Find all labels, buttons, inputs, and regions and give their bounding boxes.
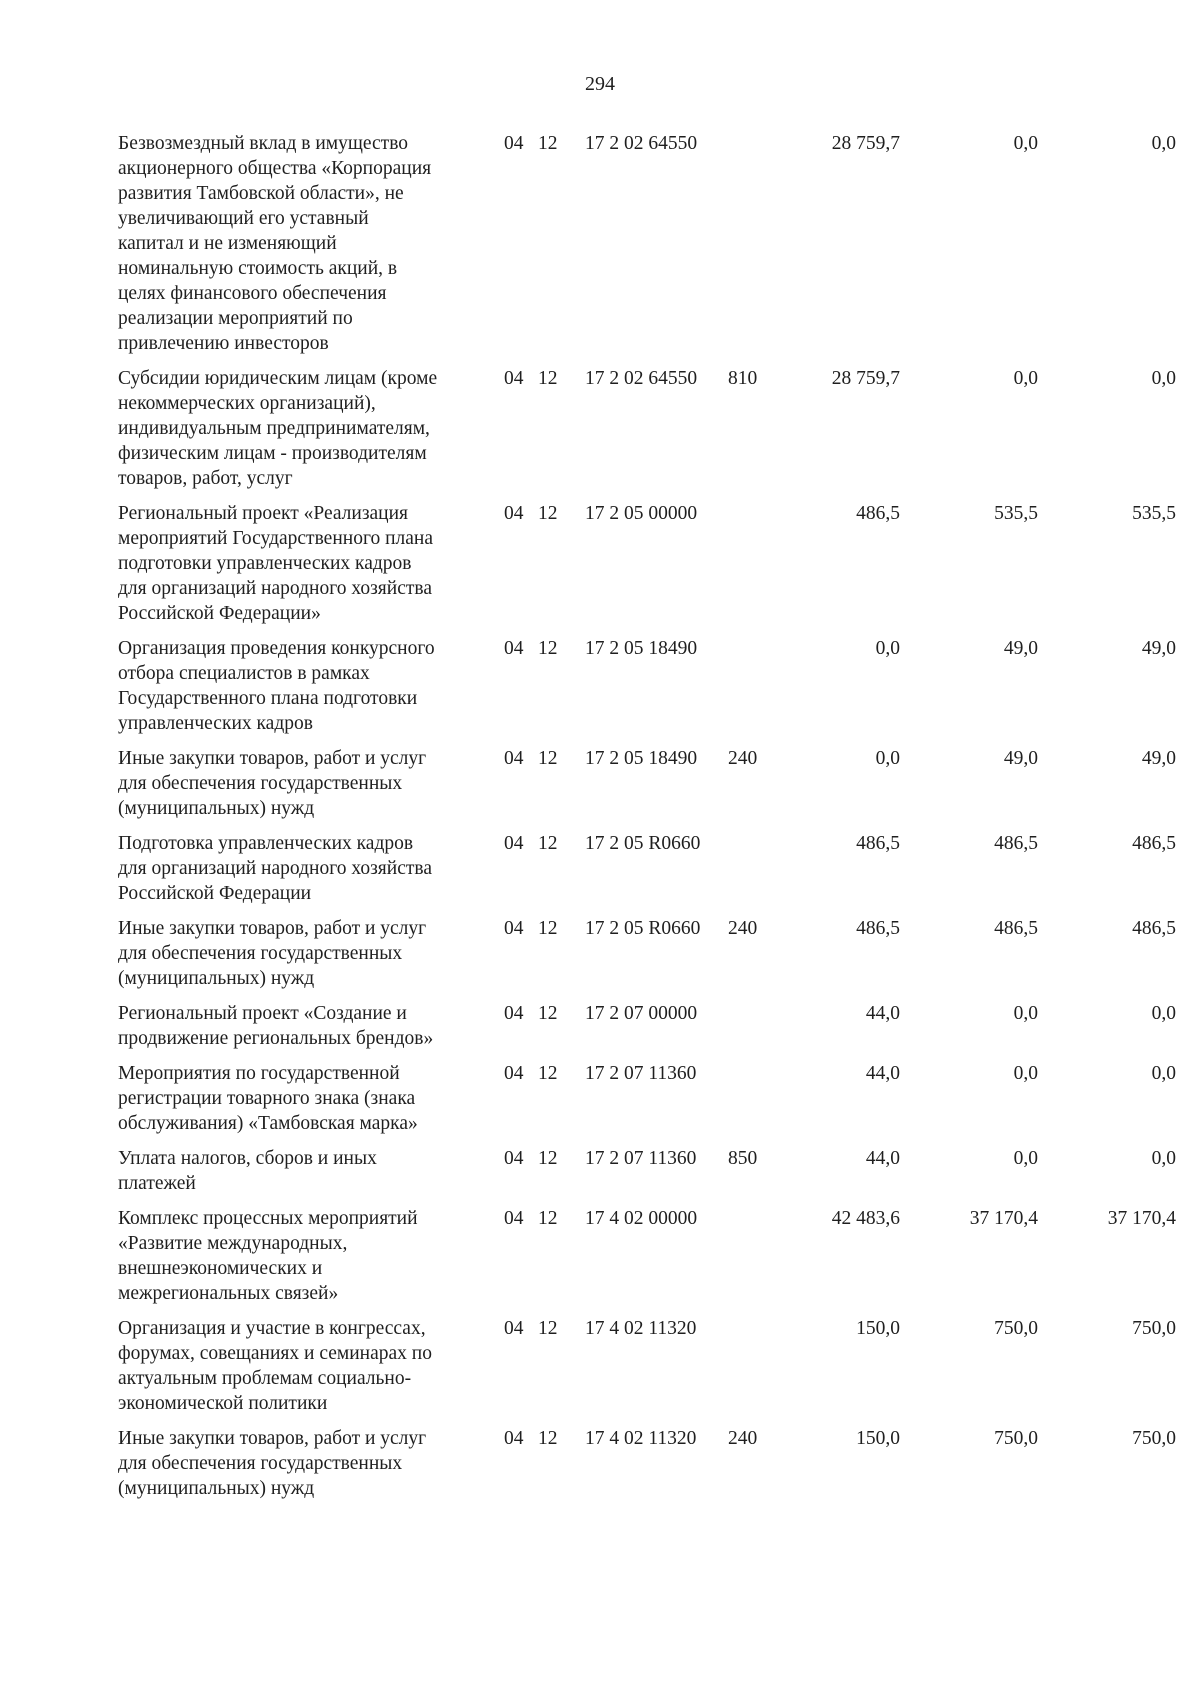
budget-table: [0, 131, 1200, 1501]
row-section-code: 04: [504, 503, 524, 524]
row-section-code: 04: [504, 1208, 524, 1229]
row-amount-year-1: 44,0: [865, 1003, 900, 1024]
table-row: [0, 1206, 1200, 1306]
row-amount-year-2: 49,0: [1003, 638, 1038, 659]
row-amount-year-3: 486,5: [1132, 833, 1176, 854]
row-amount-year-2: 750,0: [994, 1428, 1038, 1449]
row-target-article-code: 17 2 05 18490: [585, 748, 698, 769]
row-amount-year-2: 49,0: [1003, 748, 1038, 769]
row-target-article-code: 17 2 05 00000: [585, 503, 698, 524]
row-amount-year-2: 535,5: [994, 503, 1038, 524]
row-amount-year-2: 0,0: [1013, 368, 1038, 389]
row-target-article-code: 17 2 07 00000: [585, 1003, 698, 1024]
row-section-code: 04: [504, 133, 524, 154]
row-amount-year-1: 44,0: [865, 1063, 900, 1084]
row-amount-year-3: 0,0: [1151, 1148, 1176, 1169]
row-amount-year-3: 0,0: [1151, 133, 1176, 154]
row-amount-year-3: 0,0: [1151, 1063, 1176, 1084]
row-section-code: 04: [504, 833, 524, 854]
table-row: [0, 1001, 1200, 1051]
row-subsection-code: 12: [538, 368, 558, 389]
row-subsection-code: 12: [538, 1428, 558, 1449]
row-description: Иные закупки товаров, работ и услуг для обеспечения государственных (муниципальных) нужд: [118, 1428, 427, 1499]
row-subsection-code: 12: [538, 503, 558, 524]
row-subsection-code: 12: [538, 1148, 558, 1169]
row-expense-type-code: 240: [728, 748, 758, 769]
row-subsection-code: 12: [538, 1003, 558, 1024]
row-description: Субсидии юридическим лицам (кроме некоммерческих организаций), индивидуальным предпринимателям, физическим лицам - производителям товаров, работ, услуг: [118, 368, 438, 489]
row-amount-year-2: 0,0: [1013, 133, 1038, 154]
row-amount-year-1: 28 759,7: [831, 368, 900, 389]
row-section-code: 04: [504, 1318, 524, 1339]
table-row: [0, 366, 1200, 491]
row-expense-type-code: 850: [728, 1148, 758, 1169]
row-amount-year-1: 44,0: [865, 1148, 900, 1169]
row-amount-year-2: 0,0: [1013, 1063, 1038, 1084]
row-amount-year-3: 486,5: [1132, 918, 1176, 939]
row-amount-year-1: 486,5: [856, 503, 900, 524]
row-subsection-code: 12: [538, 1208, 558, 1229]
row-section-code: 04: [504, 638, 524, 659]
row-target-article-code: 17 4 02 00000: [585, 1208, 698, 1229]
row-description: Организация и участие в конгрессах, форумах, совещаниях и семинарах по актуальным проблемам социально- экономической политики: [118, 1318, 432, 1414]
row-subsection-code: 12: [538, 748, 558, 769]
row-target-article-code: 17 2 05 18490: [585, 638, 698, 659]
row-subsection-code: 12: [538, 918, 558, 939]
row-description: Комплекс процессных мероприятий «Развитие международных, внешнеэкономических и межрегиональных связей»: [118, 1208, 418, 1304]
row-target-article-code: 17 2 02 64550: [585, 368, 698, 389]
table-row: [0, 746, 1200, 821]
row-amount-year-3: 37 170,4: [1107, 1208, 1176, 1229]
row-subsection-code: 12: [538, 1318, 558, 1339]
row-amount-year-2: 750,0: [994, 1318, 1038, 1339]
row-amount-year-2: 0,0: [1013, 1003, 1038, 1024]
row-amount-year-1: 150,0: [856, 1428, 900, 1449]
row-section-code: 04: [504, 1063, 524, 1084]
row-amount-year-1: 0,0: [875, 638, 900, 659]
row-description: Безвозмездный вклад в имущество акционерного общества «Корпорация развития Тамбовской области», не увеличивающий его уставный капитал и не изменяющий номинальную стоимость акций, в целях финансового обеспечения реализации мероприятий по привлечению инвесторов: [118, 133, 432, 354]
row-amount-year-1: 0,0: [875, 748, 900, 769]
table-row: [0, 501, 1200, 626]
row-description: Региональный проект «Создание и продвижение региональных брендов»: [118, 1003, 434, 1049]
row-target-article-code: 17 2 02 64550: [585, 133, 698, 154]
table-row: [0, 1316, 1200, 1416]
row-amount-year-2: 37 170,4: [969, 1208, 1038, 1229]
row-amount-year-2: 486,5: [994, 918, 1038, 939]
row-target-article-code: 17 2 07 11360: [585, 1148, 697, 1169]
row-target-article-code: 17 4 02 11320: [585, 1318, 697, 1339]
row-description: Уплата налогов, сборов и иных платежей: [118, 1148, 377, 1194]
row-amount-year-3: 750,0: [1132, 1318, 1176, 1339]
table-row: [0, 1426, 1200, 1501]
row-description: Иные закупки товаров, работ и услуг для обеспечения государственных (муниципальных) нужд: [118, 748, 427, 819]
row-amount-year-3: 750,0: [1132, 1428, 1176, 1449]
row-subsection-code: 12: [538, 833, 558, 854]
row-description: Подготовка управленческих кадров для организаций народного хозяйства Российской Федерации: [118, 833, 432, 904]
table-row: [0, 831, 1200, 906]
row-amount-year-1: 42 483,6: [831, 1208, 900, 1229]
row-section-code: 04: [504, 1428, 524, 1449]
table-row: [0, 1061, 1200, 1136]
row-section-code: 04: [504, 918, 524, 939]
row-section-code: 04: [504, 1148, 524, 1169]
row-description: Организация проведения конкурсного отбора специалистов в рамках Государственного плана подготовки управленческих кадров: [118, 638, 435, 734]
row-expense-type-code: 240: [728, 918, 758, 939]
row-target-article-code: 17 2 05 R0660: [585, 833, 701, 854]
table-row: [0, 636, 1200, 736]
row-subsection-code: 12: [538, 638, 558, 659]
row-amount-year-2: 486,5: [994, 833, 1038, 854]
page-number: 294: [585, 73, 615, 95]
row-subsection-code: 12: [538, 1063, 558, 1084]
row-amount-year-3: 49,0: [1141, 748, 1176, 769]
table-row: [0, 916, 1200, 991]
row-section-code: 04: [504, 1003, 524, 1024]
row-amount-year-1: 486,5: [856, 833, 900, 854]
row-amount-year-3: 49,0: [1141, 638, 1176, 659]
row-amount-year-1: 486,5: [856, 918, 900, 939]
row-amount-year-1: 28 759,7: [831, 133, 900, 154]
table-row: [0, 1146, 1200, 1196]
row-target-article-code: 17 2 05 R0660: [585, 918, 701, 939]
row-description: Иные закупки товаров, работ и услуг для обеспечения государственных (муниципальных) нужд: [118, 918, 427, 989]
row-expense-type-code: 810: [728, 368, 758, 389]
row-section-code: 04: [504, 368, 524, 389]
row-description: Мероприятия по государственной регистрации товарного знака (знака обслуживания) «Тамбовская марка»: [118, 1063, 418, 1134]
row-target-article-code: 17 2 07 11360: [585, 1063, 697, 1084]
row-description: Региональный проект «Реализация мероприятий Государственного плана подготовки управленческих кадров для организаций народного хозяйства Российской Федерации»: [118, 503, 433, 624]
row-target-article-code: 17 4 02 11320: [585, 1428, 697, 1449]
row-section-code: 04: [504, 748, 524, 769]
row-expense-type-code: 240: [728, 1428, 758, 1449]
row-amount-year-3: 535,5: [1132, 503, 1176, 524]
row-subsection-code: 12: [538, 133, 558, 154]
table-row: [0, 131, 1200, 356]
row-amount-year-3: 0,0: [1151, 1003, 1176, 1024]
row-amount-year-3: 0,0: [1151, 368, 1176, 389]
row-amount-year-1: 150,0: [856, 1318, 900, 1339]
row-amount-year-2: 0,0: [1013, 1148, 1038, 1169]
